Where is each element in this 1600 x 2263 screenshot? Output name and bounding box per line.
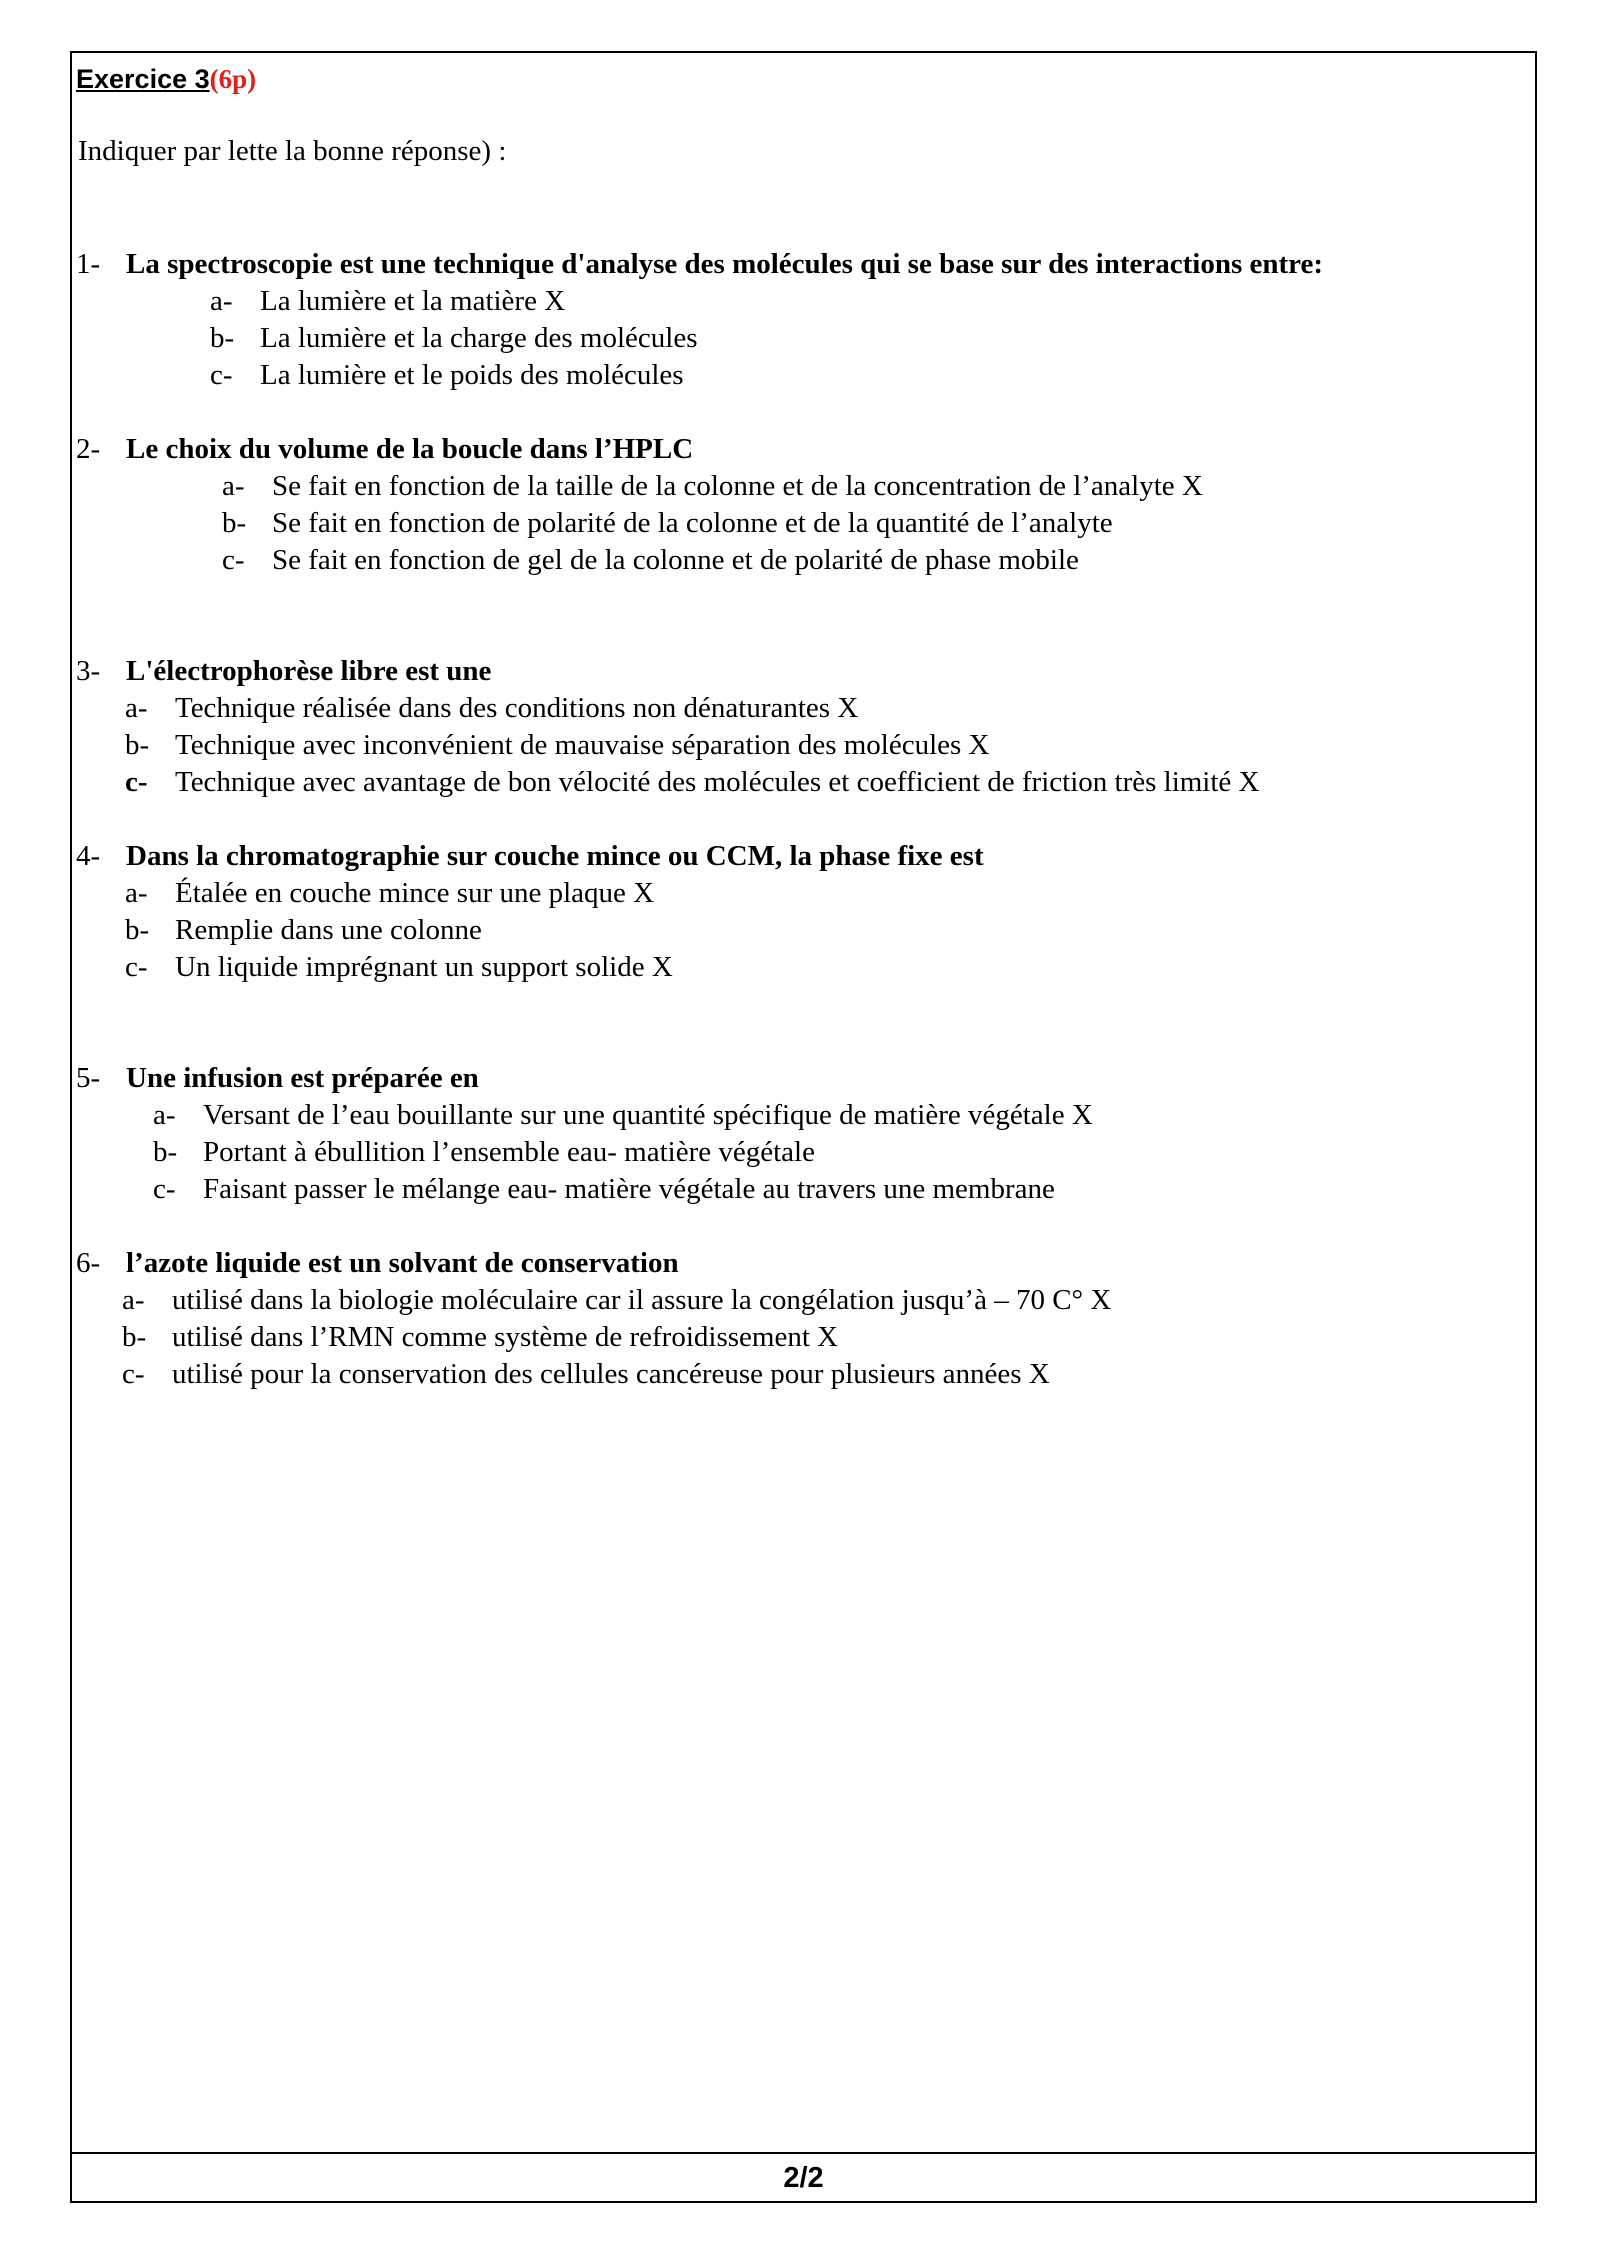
question-number: 5- — [76, 1062, 101, 1094]
answer-option — [125, 875, 654, 912]
question-text: L'électrophorèse libre est une — [126, 655, 492, 687]
question-6 — [76, 1245, 679, 1282]
option-text: Remplie dans une colonne — [175, 914, 482, 946]
option-letter: c- — [153, 1173, 176, 1205]
option-letter: b- — [125, 729, 150, 761]
answer-option — [153, 1171, 1055, 1208]
answer-option — [210, 320, 698, 357]
answer-option — [153, 1097, 1093, 1134]
answer-option — [122, 1282, 1111, 1319]
option-text: Technique avec inconvénient de mauvaise séparation des molécules X — [175, 729, 990, 761]
question-5 — [76, 1060, 479, 1097]
option-letter: a- — [125, 877, 148, 909]
answer-option — [210, 357, 684, 394]
option-text: utilisé dans l’RMN comme système de refroidissement X — [172, 1321, 839, 1353]
option-letter: c- — [122, 1358, 145, 1390]
answer-option — [125, 764, 1259, 801]
option-letter: c- — [125, 951, 148, 983]
question-text: La spectroscopie est une technique d'analyse des molécules qui se base sur des interactions entre: — [126, 248, 1324, 280]
option-text: La lumière et la matière X — [260, 285, 566, 317]
answer-option — [222, 542, 1079, 579]
option-text: Étalée en couche mince sur une plaque X — [175, 877, 655, 909]
option-text: Faisant passer le mélange eau- matière végétale au travers une membrane — [203, 1173, 1055, 1205]
option-text: utilisé dans la biologie moléculaire car il assure la congélation jusqu’à – 70 C° X — [172, 1284, 1112, 1316]
option-text: Technique réalisée dans des conditions non dénaturantes X — [175, 692, 859, 724]
answer-option — [125, 949, 673, 986]
option-letter: a- — [125, 692, 148, 724]
answer-option — [153, 1134, 815, 1171]
answer-option — [122, 1356, 1050, 1393]
option-letter: b- — [122, 1321, 147, 1353]
option-text: Portant à ébullition l’ensemble eau- matière végétale — [203, 1136, 815, 1168]
question-number: 1- — [76, 248, 101, 280]
option-text: Un liquide imprégnant un support solide X — [175, 951, 673, 983]
answer-option — [122, 1319, 838, 1356]
question-text: Une infusion est préparée en — [126, 1062, 479, 1094]
option-text: La lumière et le poids des molécules — [260, 359, 684, 391]
option-letter: b- — [125, 914, 150, 946]
instruction-text: Indiquer par lette la bonne réponse) : — [78, 135, 507, 167]
exercise-title — [76, 62, 256, 96]
question-text: Le choix du volume de la boucle dans l’HPLC — [126, 433, 694, 465]
answer-option — [222, 468, 1203, 505]
footer-divider — [70, 2152, 1537, 2154]
option-text: Se fait en fonction de polarité de la colonne et de la quantité de l’analyte — [272, 507, 1113, 539]
answer-option — [222, 505, 1113, 542]
option-letter: a- — [210, 285, 233, 317]
option-text: Se fait en fonction de la taille de la colonne et de la concentration de l’analyte X — [272, 470, 1203, 502]
question-text: l’azote liquide est un solvant de conservation — [126, 1247, 679, 1279]
answer-option — [125, 727, 990, 764]
option-text: La lumière et la charge des molécules — [260, 322, 698, 354]
question-number: 6- — [76, 1247, 101, 1279]
answer-option — [125, 690, 858, 727]
question-number: 2- — [76, 433, 101, 465]
page-number: 2/2 — [783, 2161, 824, 2194]
option-letter: c- — [210, 359, 233, 391]
question-3 — [76, 653, 491, 690]
option-text: Versant de l’eau bouillante sur une quantité spécifique de matière végétale X — [203, 1099, 1093, 1131]
option-letter: b- — [153, 1136, 178, 1168]
option-letter: b- — [222, 507, 247, 539]
question-4 — [76, 838, 984, 875]
option-text: utilisé pour la conservation des cellules cancéreuse pour plusieurs années X — [172, 1358, 1050, 1390]
option-letter: c- — [125, 766, 148, 798]
option-letter: a- — [122, 1284, 145, 1316]
question-2 — [76, 431, 693, 468]
exercise-title-text: Exercice 3 — [76, 64, 210, 94]
option-text: Technique avec avantage de bon vélocité des molécules et coefficient de friction très limité X — [175, 766, 1260, 798]
question-text: Dans la chromatographie sur couche mince ou CCM, la phase fixe est — [126, 840, 984, 872]
option-letter: a- — [153, 1099, 176, 1131]
exercise-points: (6p) — [209, 64, 257, 94]
option-letter: a- — [222, 470, 245, 502]
option-text: Se fait en fonction de gel de la colonne et de polarité de phase mobile — [272, 544, 1079, 576]
question-number: 3- — [76, 655, 101, 687]
question-number: 4- — [76, 840, 101, 872]
question-1 — [76, 246, 1323, 283]
option-letter: c- — [222, 544, 245, 576]
answer-option — [210, 283, 565, 320]
answer-option — [125, 912, 482, 949]
option-letter: b- — [210, 322, 235, 354]
